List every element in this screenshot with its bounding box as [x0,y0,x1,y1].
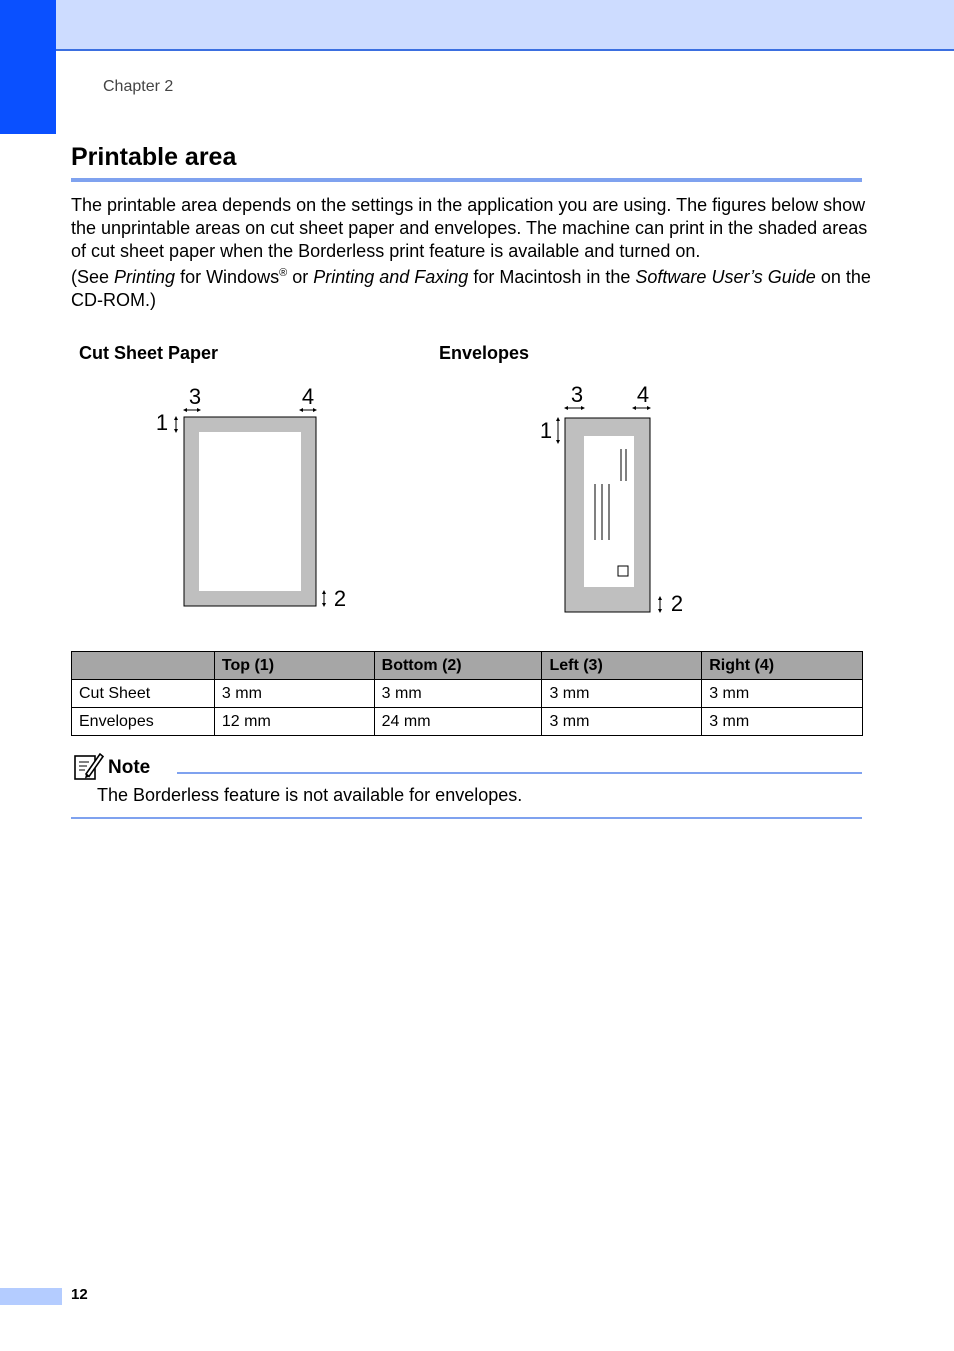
chapter-label: Chapter 2 [103,78,174,95]
table-row [72,708,863,736]
page-title: Printable area [71,143,237,171]
note-pencil-icon [73,750,105,782]
printable-area-diagrams [0,0,954,640]
intro-text-4: for Macintosh in the [468,267,636,287]
cut-sheet-callout-top: 1 [155,410,169,435]
table-cell: 3 mm [542,708,702,736]
page-number: 12 [71,1286,88,1303]
table-cell: 3 mm [214,680,374,708]
table-header-cell: Bottom (2) [374,652,542,680]
intro-text-5: on the CD-ROM.) [71,267,871,310]
intro-text-2: for Windows [175,267,280,287]
table-cell: 3 mm [702,680,863,708]
cut-sheet-diagram [156,384,346,611]
envelope-callout-bottom: 2 [670,591,684,616]
envelope-stamp-box [618,566,628,576]
envelope-callout-left: 3 [570,382,584,407]
table-cell: Envelopes [72,708,215,736]
intro-paragraph-1: The printable area depends on the settings in the application you are using. The figures below show the unprintable areas on cut sheet paper and envelopes. The machine can print in the shaded areas of cut sheet paper when the Borderless print feature is available and turned on. [71,195,868,261]
table-row [72,680,863,708]
table-header-cell: Left (3) [542,652,702,680]
cut-sheet-callout-right: 4 [301,384,315,409]
intro-text-1: (See [71,267,115,287]
intro-italic-printing-faxing: Printing and Faxing [313,267,469,287]
note-title: Note [108,757,151,778]
table-cell: 3 mm [702,708,863,736]
note-rule [177,772,862,774]
envelope-callout-top: 1 [539,418,553,443]
table-cell: 24 mm [374,708,542,736]
table-cell: 3 mm [374,680,542,708]
envelope-callout-right: 4 [636,382,650,407]
table-header-row [72,652,863,680]
footer-band [0,1288,62,1305]
table-cell: 3 mm [542,680,702,708]
envelopes-label: Envelopes [439,343,530,363]
table-cell: Cut Sheet [72,680,215,708]
margins-table [71,651,863,736]
table-header-cell: Right (4) [702,652,863,680]
envelope-diagram [540,382,683,616]
intro-italic-software-guide: Software User’s Guide [635,267,816,287]
cut-sheet-callout-left: 3 [188,384,202,409]
intro-italic-printing: Printing [114,267,176,287]
cut-sheet-printable-area [199,432,301,591]
table-header-cell [72,652,215,680]
table-cell: 12 mm [214,708,374,736]
registered-mark: ® [279,267,288,279]
table-header-cell: Top (1) [214,652,374,680]
intro-text-3: or [287,267,314,287]
cut-sheet-callout-bottom: 2 [333,586,347,611]
note-text: The Borderless feature is not available for envelopes. [97,785,523,805]
cut-sheet-label: Cut Sheet Paper [79,343,219,363]
note-bottom-rule [71,817,862,819]
